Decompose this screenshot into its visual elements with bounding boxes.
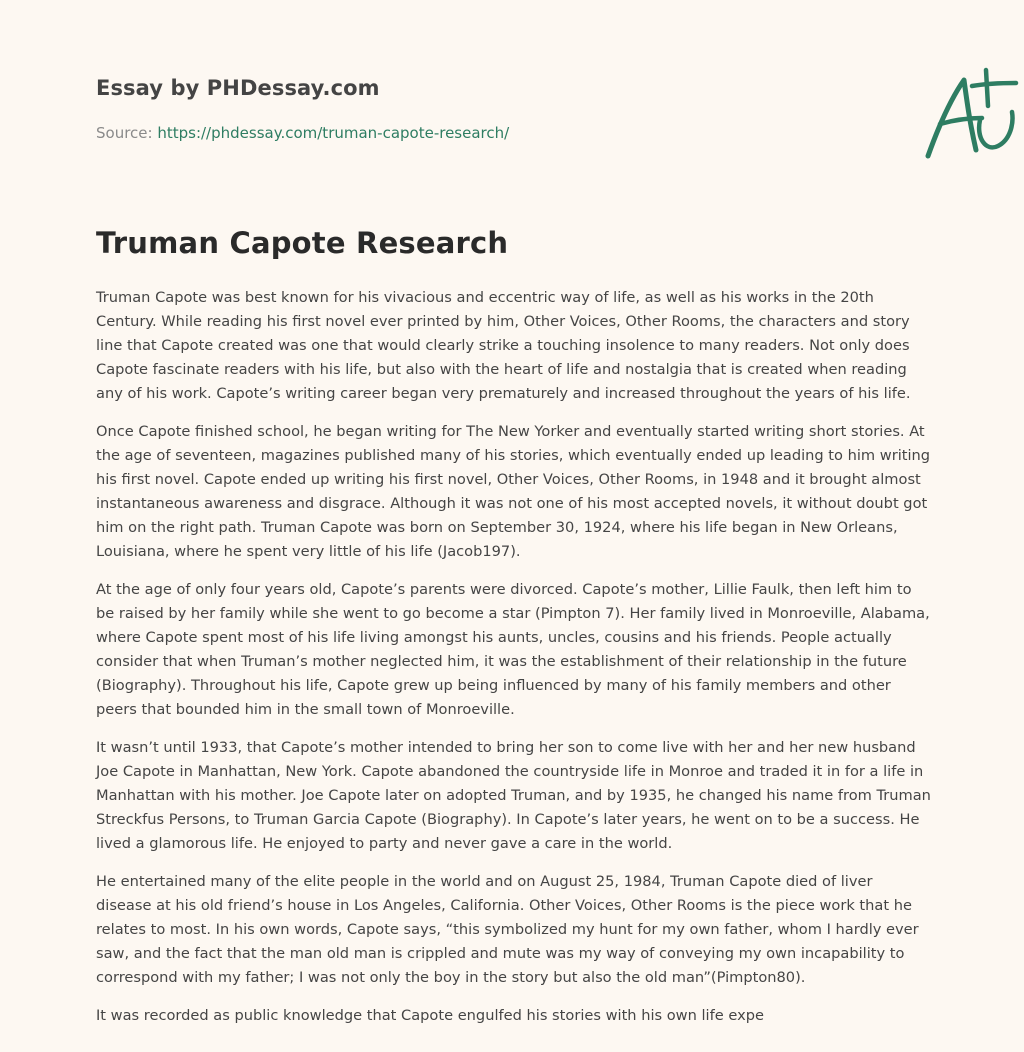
essay-paragraph: It wasn’t until 1933, that Capote’s mother intended to bring her son to come live with her and her new husband Joe Capote in Manhattan, New York. Capote abandoned the countryside life in Monroe and traded it in for a life in Manhattan with his mother. Joe Capote later on adopted Truman, and by 1935, he changed his name from Truman Streckfus Persons, to Truman Garcia Capote (Biography). In Capote’s later years, he went on to be a success. He lived a glamorous life. He enjoyed to party and never gave a care in the world.	[96, 739, 931, 852]
essay-body	[96, 286, 932, 1042]
essay-paragraph: Truman Capote was best known for his vivacious and eccentric way of life, as well as his works in the 20th Century. While reading his first novel ever printed by him, Other Voices, Other Rooms, the characters and story line that Capote created was one that would clearly strike a touching insolence to many readers. Not only does Capote fascinate readers with his life, but also with the heart of life and nostalgia that is created when reading any of his work. Capote’s writing career began very prematurely and increased throughout the years of his life.	[96, 289, 911, 402]
essay-paragraph: He entertained many of the elite people in the world and on August 25, 1984, Truman Capote died of liver disease at his old friend’s house in Los Angeles, California. Other Voices, Other Rooms is the piece work that he relates to most. In his own words, Capote says, “this symbolized my hunt for my own father, whom I hardly ever saw, and the fact that the man old man is crippled and mute was my way of conveying my own incapability to correspond with my father; I was not only the boy in the story but also the old man”(Pimpton80).	[96, 873, 919, 986]
brand-title: Essay by PHDessay.com	[96, 76, 380, 100]
essay-paragraph: Once Capote finished school, he began writing for The New Yorker and eventually started writing short stories. At the age of seventeen, magazines published many of his stories, which eventually ended up leading to him writing his first novel. Capote ended up writing his first novel, Other Voices, Other Rooms, in 1948 and it brought almost instantaneous awareness and disgrace. Although it was not one of his most accepted novels, it without doubt got him on the right path. Truman Capote was born on September 30, 1924, where his life began in New Orleans, Louisiana, where he spent very little of his life (Jacob197).	[96, 423, 931, 560]
essay-paragraph: It was recorded as public knowledge that Capote engulfed his stories with his own life expe	[96, 1007, 764, 1024]
essay-paragraph: At the age of only four years old, Capote’s parents were divorced. Capote’s mother, Lillie Faulk, then left him to be raised by her family while she went to go become a star (Pimpton 7). Her family lived in Monroeville, Alabama, where Capote spent most of his life living amongst his aunts, uncles, cousins and his friends. People actually consider that when Truman’s mother neglected him, it was the establishment of their relationship in the future (Biography). Throughout his life, Capote grew up being influenced by many of his family members and other peers that bounded him in the small town of Monroeville.	[96, 581, 930, 718]
essay-title: Truman Capote Research	[96, 226, 509, 260]
source-link[interactable]: https://phdessay.com/truman-capote-research/	[157, 124, 510, 142]
source-line	[96, 124, 509, 142]
source-label: Source:	[96, 124, 158, 142]
a-plus-logo-icon	[920, 66, 1024, 166]
